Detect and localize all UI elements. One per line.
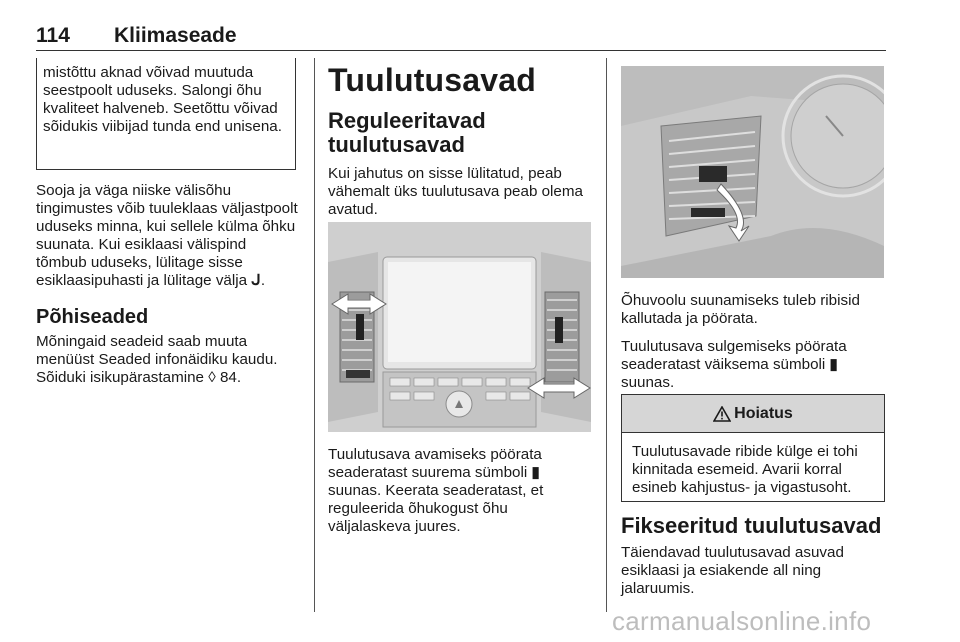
basic-settings-text: Mõningaid seadeid saab muuta menüüst Seaded infonäidiku kaudu. Sõiduki isikupärastamine [36, 333, 278, 386]
close-vent-paragraph [621, 338, 885, 392]
defrost-paragraph [36, 182, 300, 290]
open-vent-text-start: Tuulutusava avamiseks pöörata seaderatast suurema sümboli [328, 446, 542, 481]
header-rule [36, 50, 886, 51]
column-1 [36, 182, 300, 399]
intro-text: Kui jahutus on sisse lülitatud, peab vähemalt üks tuulutusava peab olema avatud. [328, 165, 583, 218]
warning-text: Tuulutusavade ribide külge ei tohi kinnitada esemeid. Avarii korral esineb kahjustus- ja vigastusoht. [632, 443, 858, 496]
notice-box [36, 58, 296, 170]
page-ref-arrow-icon: ◊ [208, 369, 216, 386]
page-number: 114 [36, 24, 70, 47]
defrost-text: Sooja ja väga niiske välisõhu tingimustes võib tuuleklaas väljastpoolt uduseks minna, kui sellele külma õhku suunata. Kui esiklaasi välispind tõmbub uduseks, lülitage sisse esiklaasipuhasti ja lülitage välja [36, 182, 298, 289]
fixed-vents-heading: Fikseeritud tuulutusavad [621, 513, 882, 538]
side-vent-svg [621, 66, 884, 278]
warning-box [621, 394, 885, 502]
column-divider-1 [314, 58, 315, 612]
column-3-text [621, 292, 885, 404]
section-title: Tuulutusavad [328, 62, 537, 98]
warning-header [622, 395, 884, 433]
subsection-title: Reguleeritavad tuulutusavad [328, 108, 486, 157]
side-vent-illustration [621, 66, 884, 278]
close-vent-text-start: Tuulutusava sulgemiseks pöörata seaderatast väiksema sümboli [621, 338, 847, 373]
close-vent-text-end: suunas. [621, 374, 675, 391]
small-symbol-icon: ▮ [829, 356, 838, 373]
basic-settings-paragraph [36, 333, 300, 387]
recirculation-icon: ᒍ [251, 272, 261, 289]
warning-triangle-icon [713, 406, 731, 422]
direct-airflow-text: Õhuvoolu suunamiseks tuleb ribisid kallutada ja pöörata. [621, 292, 860, 327]
console-vents-illustration [328, 222, 591, 432]
chapter-title: Kliimaseade [114, 24, 237, 47]
open-vent-text-end: suunas. Keerata seaderatast, et reguleerida õhukogust õhu väljalaskeva juures. [328, 482, 544, 535]
defrost-end: . [260, 272, 266, 289]
column-2 [328, 62, 592, 219]
basic-settings-heading: Põhiseaded [36, 306, 149, 328]
large-symbol-icon: ▮ [531, 464, 540, 481]
warning-heading: Hoiatus [734, 404, 793, 422]
open-vent-text [328, 446, 592, 536]
column-divider-2 [606, 58, 607, 612]
fixed-vents-section [621, 514, 885, 598]
fixed-vents-text: Täiendavad tuulutusavad asuvad esiklaasi ja esiakende all ning jalaruumis. [621, 544, 844, 597]
watermark: carmanualsonline.info [612, 606, 872, 636]
notice-text: mistõttu aknad võivad muutuda seestpoolt uduseks. Salongi õhu kvaliteet halveneb. Seetõttu võivad sõidukis viibijad tunda end unisena. [43, 64, 282, 135]
page-ref-link[interactable]: 84. [219, 369, 242, 386]
console-vents-svg [328, 222, 591, 432]
